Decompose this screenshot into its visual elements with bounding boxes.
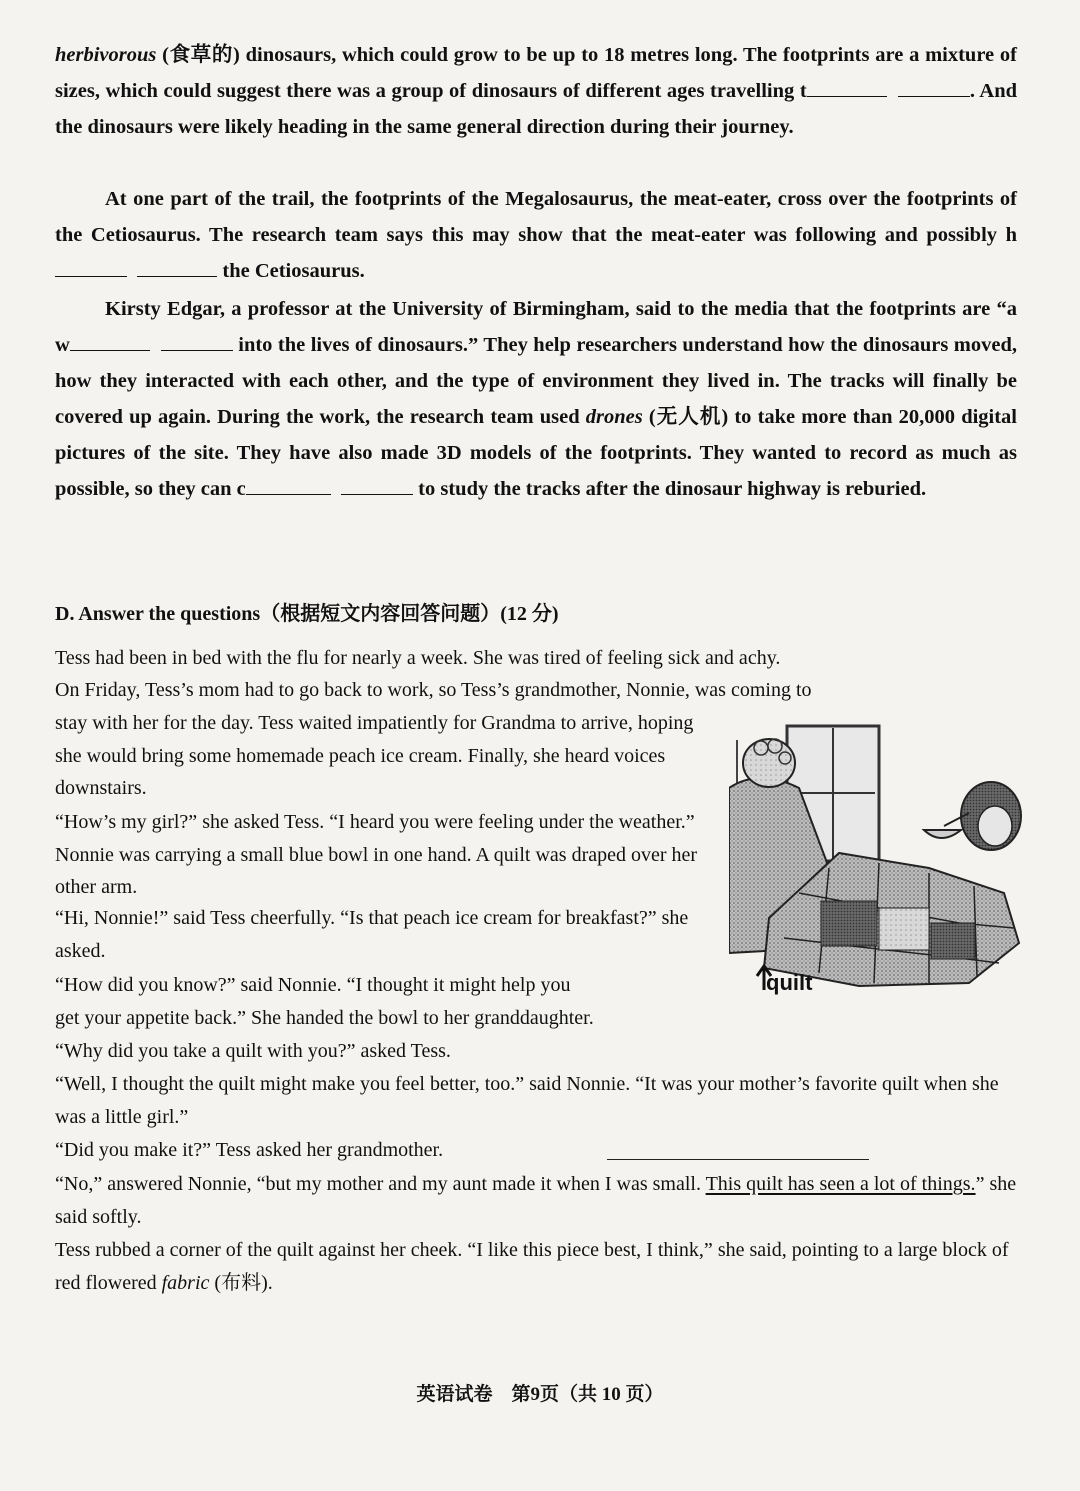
blank-4b[interactable] xyxy=(341,476,413,495)
story-paragraph-7: “Well, I thought the quilt might make you feel better, too.” said Nonnie. “It was your mother’s favorite quilt when she was a little girl.” xyxy=(55,1073,999,1128)
quilt-label: quilt xyxy=(766,970,813,995)
blank-4a[interactable] xyxy=(246,476,331,495)
blank-3a[interactable] xyxy=(70,332,150,351)
story-paragraph-3: “How’s my girl?” she asked Tess. “I heard you were feeling under the weather.” Nonnie was carrying a small blue bowl in one hand. A quilt was draped over her other arm. xyxy=(55,811,698,899)
passage-c-paragraph-3: Kirsty Edgar, a professor at the University of Birmingham, said to the media that the footprints are “a w into the lives of dinosaurs.” They help researchers understand how the dinosaurs moved, how they interacted with each other, and the type of environment they lived in. The tracks will finally be covered up again. During the work, the research team used drones (无人机) to take more than 20,000 digital pictures of the site. They have also made 3D models of the footprints. They wanted to record as much as possible, so they can c to study the tracks after the dinosaur highway is reburied. xyxy=(55,298,1018,500)
passage-c-paragraph-1: herbivorous (食草的) dinosaurs, which could grow to be up to 18 metres long. The footprints are a mixture of sizes, which could suggest there was a group of dinosaurs of different ages travelling t . And the dinosaurs were likely heading in the same general direction during their journey. xyxy=(55,44,1018,138)
drones-term: drones xyxy=(585,406,643,428)
answer-line[interactable] xyxy=(607,1159,869,1160)
page-footer: 英语试卷 第9页（共 10 页） xyxy=(416,1384,664,1405)
blank-2b[interactable] xyxy=(137,258,217,277)
herbivorous-term: herbivorous xyxy=(55,44,157,66)
section-d-heading: D. Answer the questions（根据短文内容回答问题）(12 分) xyxy=(55,603,559,625)
blank-1a[interactable] xyxy=(807,78,887,97)
fabric-term: fabric xyxy=(161,1271,210,1294)
story-paragraph-5b: get your appetite back.” She handed the bowl to her granddaughter. xyxy=(55,1007,594,1029)
underlined-sentence: This quilt has seen a lot of things. xyxy=(705,1173,976,1195)
blank-2a[interactable] xyxy=(55,258,127,277)
grandmother-quilt-illustration xyxy=(729,718,1024,998)
passage-c-paragraph-2: At one part of the trail, the footprints of the Megalosaurus, the meat-eater, cross over the footprints of the Cetiosaurus. The research team says this may show that the meat-eater was following and possibly h the Cetiosaurus. xyxy=(55,188,1017,282)
story-paragraph-4: “Hi, Nonnie!” said Tess cheerfully. “Is that peach ice cream for breakfast?” she asked. xyxy=(55,907,689,962)
blank-3b[interactable] xyxy=(161,332,233,351)
story-paragraph-6: “Why did you take a quilt with you?” asked Tess. xyxy=(55,1040,451,1062)
story-paragraph-8: “Did you make it?” Tess asked her grandmother. xyxy=(55,1139,444,1161)
blank-1b[interactable] xyxy=(898,78,970,97)
story-paragraph-1: Tess had been in bed with the flu for nearly a week. She was tired of feeling sick and achy. xyxy=(55,647,781,669)
story-paragraph-2a: On Friday, Tess’s mom had to go back to work, so Tess’s grandmother, Nonnie, was coming to xyxy=(55,679,812,701)
story-paragraph-9: “No,” answered Nonnie, “but my mother and my aunt made it when I was small. This quilt has seen a lot of things.” she said softly. xyxy=(55,1173,1017,1228)
story-paragraph-5a: “How did you know?” said Nonnie. “I thought it might help you xyxy=(55,974,571,996)
story-paragraph-2b: stay with her for the day. Tess waited impatiently for Grandma to arrive, hoping she would bring some homemade peach ice cream. Finally, she heard voices downstairs. xyxy=(55,712,694,800)
story-paragraph-10: Tess rubbed a corner of the quilt against her cheek. “I like this piece best, I think,” she said, pointing to a large block of red flowered fabric (布料). xyxy=(55,1239,1009,1294)
